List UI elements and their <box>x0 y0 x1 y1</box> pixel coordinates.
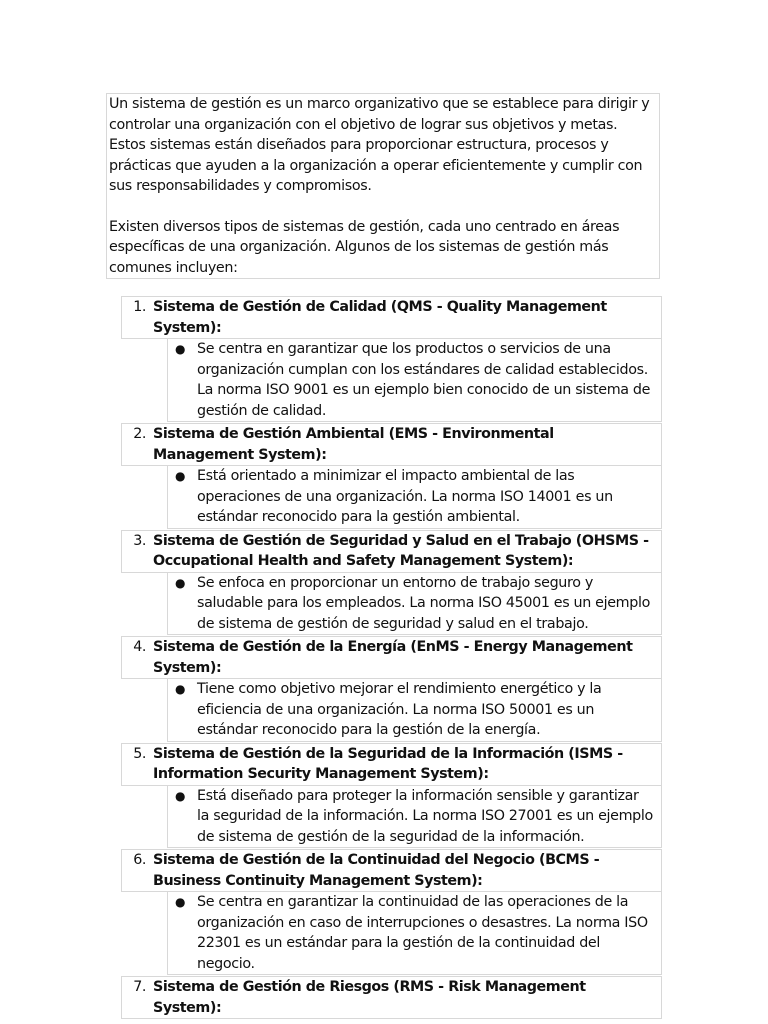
list-number: 5. <box>133 745 146 762</box>
list-item-description <box>167 679 662 742</box>
list-number: 2. <box>133 426 146 442</box>
list-item-title: Sistema de Gestión de Seguridad y Salud en el Trabajo (OHSMS - Occupational Health and Safety Management System): <box>153 532 649 569</box>
list-item-heading <box>121 530 662 573</box>
management-systems-list <box>121 296 662 1019</box>
list-item-title: Sistema de Gestión de la Seguridad de la Información (ISMS - Information Security Management System): <box>153 745 623 782</box>
list-number: 1. <box>133 299 146 315</box>
description-text: Se enfoca en proporcionar un entorno de trabajo seguro y saludable para los empleados. La norma ISO 45001 es un ejemplo de sistema de gestión de seguridad y salud en el trabajo. <box>197 574 650 632</box>
list-item-description <box>167 339 662 422</box>
bullet-icon: ● <box>175 469 186 483</box>
intro-paragraph-2: Existen diversos tipos de sistemas de gestión, cada uno centrado en áreas específicas de una organización. Algunos de los sistemas de gestión más comunes incluyen: <box>109 218 620 276</box>
list-item-heading <box>121 636 662 679</box>
list-item-description <box>167 892 662 975</box>
list-item-title: Sistema de Gestión Ambiental (EMS - Environmental Management System): <box>153 426 554 463</box>
list-item-description <box>167 786 662 849</box>
bullet-icon: ● <box>175 342 186 356</box>
list-number: 4. <box>133 639 146 655</box>
list-item-heading <box>121 296 662 339</box>
list-item-title: Sistema de Gestión de Calidad (QMS - Quality Management System): <box>153 299 607 336</box>
list-item-heading <box>121 743 662 786</box>
list-item-description <box>167 573 662 636</box>
intro-paragraph-1: Un sistema de gestión es un marco organizativo que se establece para dirigir y controlar una organización con el objetivo de lograr sus objetivos y metas. Estos sistemas están diseñados para proporcionar estructura, procesos y prácticas que ayuden a la organización a operar eficientemente y cumplir con sus responsabilidades y compromisos. <box>109 96 650 194</box>
bullet-icon: ● <box>175 788 186 803</box>
bullet-icon: ● <box>175 682 186 696</box>
bullet-icon: ● <box>175 575 186 590</box>
description-text: Tiene como objetivo mejorar el rendimiento energético y la eficiencia de una organización. La norma ISO 50001 es un estándar reconocido para la gestión de la energía. <box>197 681 602 738</box>
list-item-title: Sistema de Gestión de la Energía (EnMS - Energy Management System): <box>153 639 633 676</box>
list-item-heading <box>121 849 662 892</box>
list-item-title: Sistema de Gestión de la Continuidad del Negocio (BCMS - Business Continuity Management System): <box>153 852 600 889</box>
description-text: Se centra en garantizar la continuidad de las operaciones de la organización en caso de interrupciones o desastres. La norma ISO 22301 es un estándar para la gestión de la continuidad del negocio. <box>197 894 648 972</box>
description-text: Está diseñado para proteger la información sensible y garantizar la seguridad de la información. La norma ISO 27001 es un ejemplo de sistema de gestión de la seguridad de la información. <box>197 787 653 845</box>
list-number: 6. <box>133 852 146 868</box>
bullet-icon: ● <box>175 895 186 909</box>
list-item-title: Sistema de Gestión de Riesgos (RMS - Risk Management System): <box>153 979 586 1016</box>
intro-block <box>106 93 660 279</box>
list-item-heading <box>121 976 662 1019</box>
list-number: 7. <box>133 979 146 995</box>
list-item-description <box>167 466 662 529</box>
list-item-heading <box>121 423 662 466</box>
description-text: Se centra en garantizar que los productos o servicios de una organización cumplan con los estándares de calidad establecidos. La norma ISO 9001 es un ejemplo bien conocido de un sistema de gestión de calidad. <box>197 341 651 419</box>
description-text: Está orientado a minimizar el impacto ambiental de las operaciones de una organización. La norma ISO 14001 es un estándar reconocido para la gestión ambiental. <box>197 468 613 525</box>
list-number: 3. <box>133 532 146 549</box>
